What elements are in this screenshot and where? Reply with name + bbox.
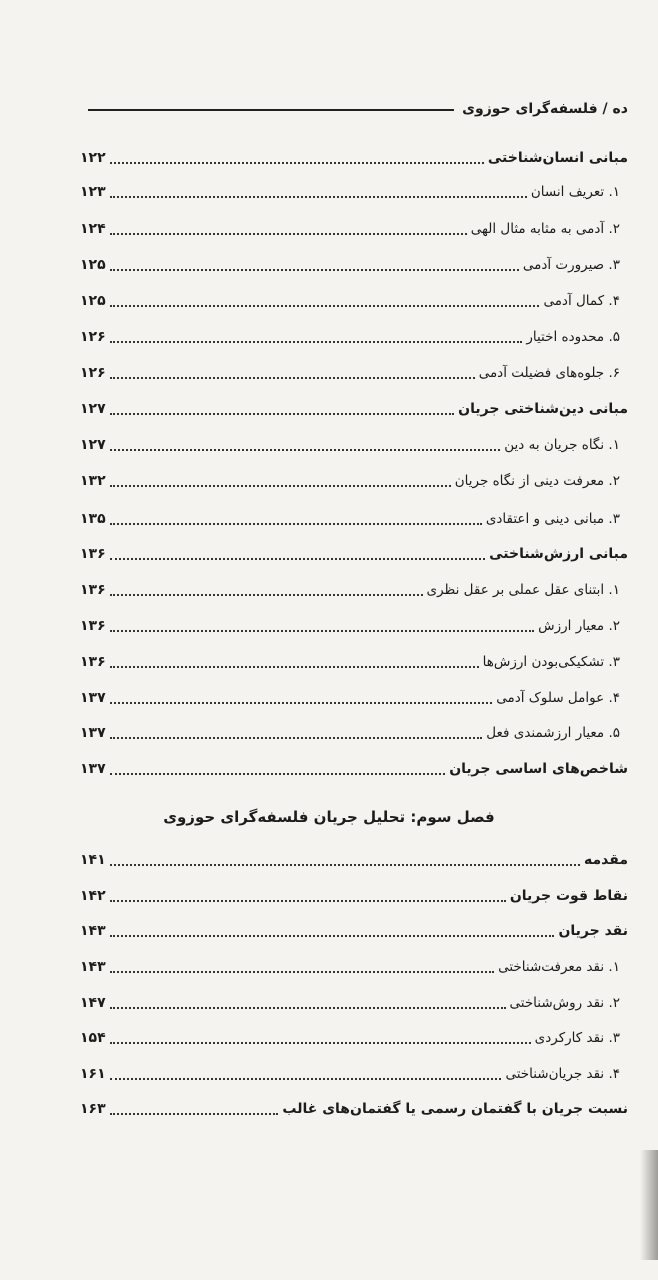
toc-entry-page: ۱۲۷ — [80, 437, 106, 453]
toc-entry-label: ۵. معیار ارزشمندی فعل — [486, 725, 620, 741]
dot-leader — [110, 485, 451, 487]
toc-entry — [80, 323, 628, 347]
toc-entry — [80, 684, 628, 708]
toc-entry-page: ۱۳۷ — [80, 725, 106, 741]
dot-leader — [110, 413, 455, 415]
toc-entry-label: مقدمه — [584, 852, 628, 868]
toc-entry-label: ۴. نقد جریان‌شناختی — [505, 1066, 620, 1082]
toc-entry — [80, 989, 628, 1013]
toc-entry — [80, 1060, 628, 1084]
dot-leader — [110, 558, 485, 560]
toc-entry — [80, 719, 628, 743]
toc-entry — [80, 917, 628, 941]
dot-leader — [110, 666, 479, 668]
toc-entry-page: ۱۴۲ — [80, 888, 106, 904]
toc-entry-label: مبانی دین‌شناختی جریان — [458, 401, 628, 417]
toc-entry — [80, 287, 628, 311]
toc-entry — [80, 144, 628, 168]
toc-entry — [80, 576, 628, 600]
toc-entry-page: ۱۳۵ — [80, 511, 106, 527]
dot-leader — [110, 737, 483, 739]
toc-entry-label: ۱. نقد معرفت‌شناختی — [498, 959, 620, 975]
toc-entry-page: ۱۴۷ — [80, 995, 106, 1011]
toc-entry — [80, 882, 628, 906]
toc-entry-label: ۱. نگاه جریان به دین — [504, 437, 620, 453]
toc-entry-page: ۱۲۵ — [80, 257, 106, 273]
toc-entry — [80, 540, 628, 564]
toc-entry-label: نقاط قوت جریان — [509, 888, 628, 904]
page-edge-shadow — [640, 1150, 658, 1260]
dot-leader — [110, 935, 555, 937]
toc-entry-page: ۱۲۳ — [80, 184, 106, 200]
toc-entry — [80, 431, 628, 455]
dot-leader — [110, 594, 423, 596]
dot-leader — [110, 196, 527, 198]
dot-leader — [110, 377, 475, 379]
toc-entry — [80, 953, 628, 977]
toc-entry-label: ۱. تعریف انسان — [530, 184, 620, 200]
toc-entry-label: ۲. معرفت دینی از نگاه جریان — [454, 473, 620, 489]
toc-entry — [80, 251, 628, 275]
toc-entry — [80, 648, 628, 672]
toc-entry-label: ۴. عوامل سلوک آدمی — [496, 690, 620, 706]
toc-entry-page: ۱۲۵ — [80, 293, 106, 309]
toc-entry-label: ۳. تشکیکی‌بودن ارزش‌ها — [482, 654, 620, 670]
dot-leader — [110, 305, 540, 307]
toc-entry-page: ۱۳۶ — [80, 546, 106, 562]
toc-entry-label: نقد جریان — [558, 923, 628, 939]
dot-leader — [110, 702, 493, 704]
toc-entry-page: ۱۳۲ — [80, 473, 106, 489]
toc-entry-label: ۵. محدوده اختیار — [526, 329, 620, 345]
toc-entry-page: ۱۲۶ — [80, 329, 106, 345]
toc-entry — [80, 467, 628, 491]
toc-entry — [80, 505, 628, 529]
dot-leader — [110, 233, 467, 235]
dot-leader — [110, 1078, 502, 1080]
toc-entry-page: ۱۲۴ — [80, 221, 106, 237]
running-title: ده / فلسفه‌گرای حوزوی — [462, 101, 628, 117]
dot-leader — [110, 1007, 506, 1009]
toc-entry-page: ۱۲۲ — [80, 150, 106, 166]
toc-entry-page: ۱۲۷ — [80, 401, 106, 417]
toc-entry — [80, 755, 628, 779]
dot-leader — [110, 1113, 279, 1115]
toc-entry-label: مبانی انسان‌شناختی — [487, 150, 628, 166]
toc-entry-page: ۱۶۱ — [80, 1066, 106, 1082]
dot-leader — [110, 162, 484, 164]
toc-entry — [80, 612, 628, 636]
dot-leader — [110, 630, 535, 632]
toc-entry — [80, 846, 628, 870]
dot-leader — [110, 523, 482, 525]
toc-entry-page: ۱۳۶ — [80, 582, 106, 598]
running-header — [88, 98, 628, 120]
toc-entry-label: ۱. ابتنای عقل عملی بر عقل نظری — [426, 582, 620, 598]
toc-entry-label: ۳. مبانی دینی و اعتقادی — [485, 511, 620, 527]
toc-entry — [80, 1024, 628, 1048]
toc-entry-page: ۱۵۴ — [80, 1030, 106, 1046]
toc-entry-page: ۱۶۳ — [80, 1101, 106, 1117]
toc-entry-label: ۳. نقد کارکردی — [534, 1030, 620, 1046]
toc-entry-label: ۲. آدمی به مثابه مثال الهی — [470, 221, 620, 237]
toc-entry-page: ۱۴۳ — [80, 959, 106, 975]
dot-leader — [110, 773, 446, 775]
dot-leader — [110, 1042, 531, 1044]
dot-leader — [110, 971, 494, 973]
toc-entry-label: ۶. جلوه‌های فضیلت آدمی — [478, 365, 620, 381]
dot-leader — [110, 449, 501, 451]
toc-entry-label: شاخص‌های اساسی جریان — [449, 761, 628, 777]
toc-entry — [80, 395, 628, 419]
toc-entry — [80, 359, 628, 383]
dot-leader — [110, 341, 523, 343]
toc-entry-page: ۱۴۱ — [80, 852, 106, 868]
toc-entry — [80, 178, 628, 202]
toc-entry-label: نسبت جریان با گفتمان رسمی یا گفتمان‌های غالب — [282, 1101, 628, 1117]
toc-entry-page: ۱۲۶ — [80, 365, 106, 381]
dot-leader — [110, 864, 580, 866]
chapter-title: فصل سوم: تحلیل جریان فلسفه‌گرای حوزوی — [163, 808, 495, 826]
header-rule — [88, 109, 454, 111]
dot-leader — [110, 269, 519, 271]
toc-entry-label: مبانی ارزش‌شناختی — [489, 546, 628, 562]
toc-entry-page: ۱۳۶ — [80, 618, 106, 634]
toc-entry — [80, 215, 628, 239]
toc-entry-page: ۱۳۷ — [80, 761, 106, 777]
toc-entry-label: ۴. کمال آدمی — [543, 293, 620, 309]
toc-entry-page: ۱۳۷ — [80, 690, 106, 706]
toc-entry-page: ۱۳۶ — [80, 654, 106, 670]
toc-entry-label: ۲. نقد روش‌شناختی — [509, 995, 620, 1011]
toc-entry-label: ۲. معیار ارزش — [538, 618, 620, 634]
toc-entry-page: ۱۴۳ — [80, 923, 106, 939]
dot-leader — [110, 900, 506, 902]
toc-entry-label: ۳. صیرورت آدمی — [522, 257, 620, 273]
toc-entry — [80, 1095, 628, 1119]
